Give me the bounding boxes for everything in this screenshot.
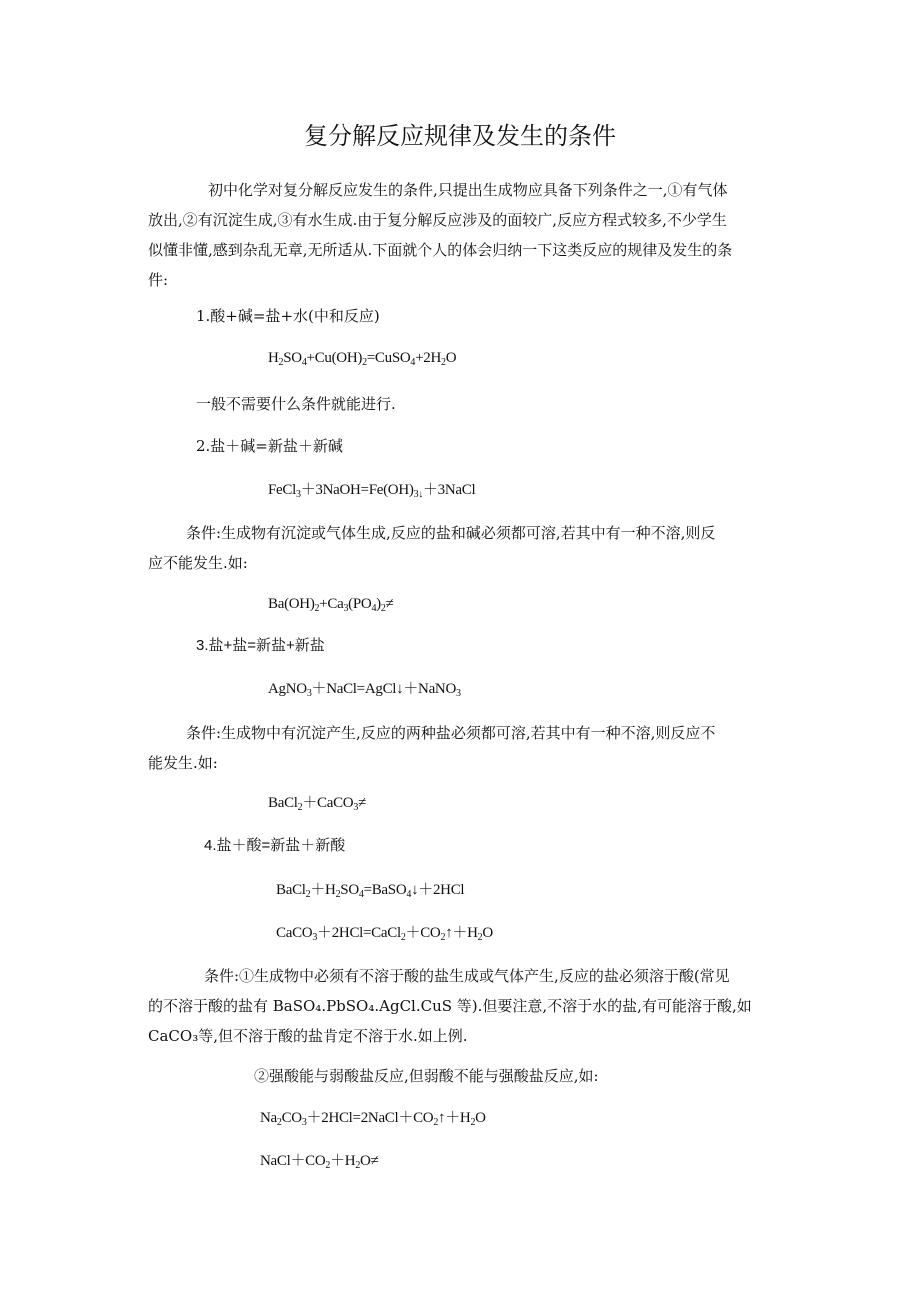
formula bbox=[268, 679, 461, 704]
formula-subscript: 3 bbox=[456, 688, 461, 699]
formula-text: +2H bbox=[415, 350, 442, 366]
formula-text: =CuSO bbox=[366, 350, 411, 366]
formula-text: +Cu(OH) bbox=[306, 350, 363, 366]
formula bbox=[276, 923, 493, 948]
section-3-heading: 3.盐+盐=新盐+新盐 bbox=[196, 637, 325, 654]
formula-text: ＋2HCl=CaCl bbox=[317, 925, 401, 941]
formula-text: ≠ bbox=[385, 596, 394, 612]
formula-text: (PO bbox=[348, 596, 372, 612]
formula-subscript: 2 bbox=[355, 1160, 361, 1171]
formula-subscript: 2 bbox=[477, 932, 483, 943]
formula-subscript: 2 bbox=[440, 932, 446, 943]
formula-text: ＋2HCl=2NaCl＋CO bbox=[306, 1110, 434, 1126]
formula-text: ＋3NaOH=Fe(OH) bbox=[300, 482, 414, 498]
formula-text: ＋H bbox=[330, 1153, 356, 1169]
formula-subscript: 4 bbox=[410, 357, 416, 368]
section-4-heading: 4.盐＋酸=新盐＋新酸 bbox=[204, 837, 346, 854]
condition-line: 条件:生成物有沉淀或气体生成,反应的盐和碱必须都可溶,若其中有一种不溶,则反 bbox=[186, 524, 716, 542]
document-title: 复分解反应规律及发生的条件 bbox=[304, 122, 616, 150]
formula bbox=[268, 594, 394, 619]
formula-subscript: 3 bbox=[306, 688, 312, 699]
formula-text: BaCl bbox=[276, 882, 306, 898]
formula-subscript: 2 bbox=[470, 1117, 476, 1128]
formula-subscript: 3↓ bbox=[413, 489, 423, 500]
formula-text: ＋H bbox=[310, 882, 336, 898]
formula-text: ＋NaCl=AgCl↓＋NaNO bbox=[311, 681, 456, 697]
formula-subscript: 2 bbox=[362, 357, 367, 368]
formula-text: O bbox=[475, 1110, 486, 1126]
formula-subscript: 4 bbox=[406, 889, 412, 900]
formula-text: NaCl＋CO bbox=[260, 1153, 326, 1169]
intro-line: 件: bbox=[148, 271, 169, 289]
formula-text: Ba(OH) bbox=[268, 596, 315, 612]
formula-text: H bbox=[268, 350, 279, 366]
formula-subscript: 2 bbox=[433, 1117, 439, 1128]
formula-text: ↑＋H bbox=[438, 1110, 471, 1126]
formula bbox=[268, 793, 366, 818]
formula-subscript: 3 bbox=[295, 489, 301, 500]
formula-text: O≠ bbox=[360, 1153, 379, 1169]
formula-text: ↓＋2HCl bbox=[411, 882, 465, 898]
formula-subscript: 2 bbox=[325, 1160, 331, 1171]
formula-text: ＋CaCO bbox=[302, 795, 354, 811]
section-1-heading: 1.酸+碱=盐+水(中和反应) bbox=[196, 307, 380, 325]
formula-text: SO bbox=[283, 350, 302, 366]
condition-line: 条件:①生成物中必须有不溶于酸的盐生成或气体产生,反应的盐必须溶于酸(常见 bbox=[204, 967, 730, 985]
section-2-heading: 2.盐＋碱=新盐＋新碱 bbox=[196, 437, 343, 455]
formula-subscript: 3 bbox=[301, 1117, 307, 1128]
formula bbox=[260, 1151, 379, 1176]
intro-line: 初中化学对复分解反应发生的条件,只提出生成物应具备下列条件之一,①有气体 bbox=[208, 181, 728, 199]
formula-text: O bbox=[482, 925, 493, 941]
formula-subscript: 3 bbox=[353, 802, 359, 813]
formula-text: FeCl bbox=[268, 482, 296, 498]
formula bbox=[276, 880, 464, 905]
formula-subscript: 4 bbox=[301, 357, 307, 368]
formula-text: SO bbox=[340, 882, 359, 898]
formula-subscript: 3 bbox=[312, 932, 318, 943]
intro-line: 似懂非懂,感到杂乱无章,无所适从.下面就个人的体会归纳一下这类反应的规律及发生的条 bbox=[148, 241, 733, 259]
formula-subscript: 2 bbox=[335, 889, 341, 900]
formula-subscript: 2 bbox=[276, 1117, 282, 1128]
intro-line: 放出,②有沉淀生成,③有水生成.由于复分解反应涉及的面较广,反应方程式较多,不少学生 bbox=[148, 211, 727, 229]
formula-text: ＋CO bbox=[405, 925, 441, 941]
formula-subscript: 4 bbox=[371, 603, 377, 614]
formula-subscript: 2 bbox=[380, 603, 386, 614]
formula-text: BaCl bbox=[268, 795, 298, 811]
formula-text: ) bbox=[376, 596, 381, 612]
formula-text: CaCO bbox=[276, 925, 313, 941]
condition-line: CaCO₃等,但不溶于酸的盐肯定不溶于水.如上例. bbox=[148, 1027, 468, 1045]
condition-line: 条件:生成物中有沉淀产生,反应的两种盐必须都可溶,若其中有一种不溶,则反应不 bbox=[186, 724, 716, 742]
formula-text: O bbox=[445, 350, 457, 366]
formula-text: CO bbox=[281, 1110, 302, 1126]
formula-subscript: 3 bbox=[343, 603, 349, 614]
rule-2: ②强酸能与弱酸盐反应,但弱酸不能与强酸盐反应,如: bbox=[254, 1067, 599, 1085]
condition-line: 能发生.如: bbox=[148, 754, 218, 772]
formula-subscript: 2 bbox=[400, 932, 406, 943]
formula-text: +Ca bbox=[319, 596, 344, 612]
condition-line: 应不能发生.如: bbox=[148, 554, 248, 572]
section-1-note: 一般不需要什么条件就能进行. bbox=[196, 395, 396, 413]
formula-subscript: 2 bbox=[314, 603, 320, 614]
formula bbox=[260, 1108, 486, 1133]
formula-text: ≠ bbox=[358, 795, 366, 811]
formula-subscript: 2 bbox=[305, 889, 311, 900]
formula-text: ↑＋H bbox=[445, 925, 478, 941]
formula-text: =BaSO bbox=[363, 882, 407, 898]
formula-subscript: 2 bbox=[297, 802, 303, 813]
formula-subscript: 2 bbox=[278, 357, 284, 368]
formula-text: ＋3NaCl bbox=[422, 482, 476, 498]
formula bbox=[268, 348, 456, 373]
formula bbox=[268, 480, 475, 505]
formula-subscript: 4 bbox=[358, 889, 364, 900]
formula-text: AgNO bbox=[268, 681, 307, 697]
condition-line: 的不溶于酸的盐有 BaSO₄.PbSO₄.AgCl.CuS 等).但要注意,不溶于水的盐,有可能溶于酸,如 bbox=[148, 997, 752, 1015]
formula-text: Na bbox=[260, 1110, 277, 1126]
formula-subscript: 2 bbox=[441, 357, 446, 368]
